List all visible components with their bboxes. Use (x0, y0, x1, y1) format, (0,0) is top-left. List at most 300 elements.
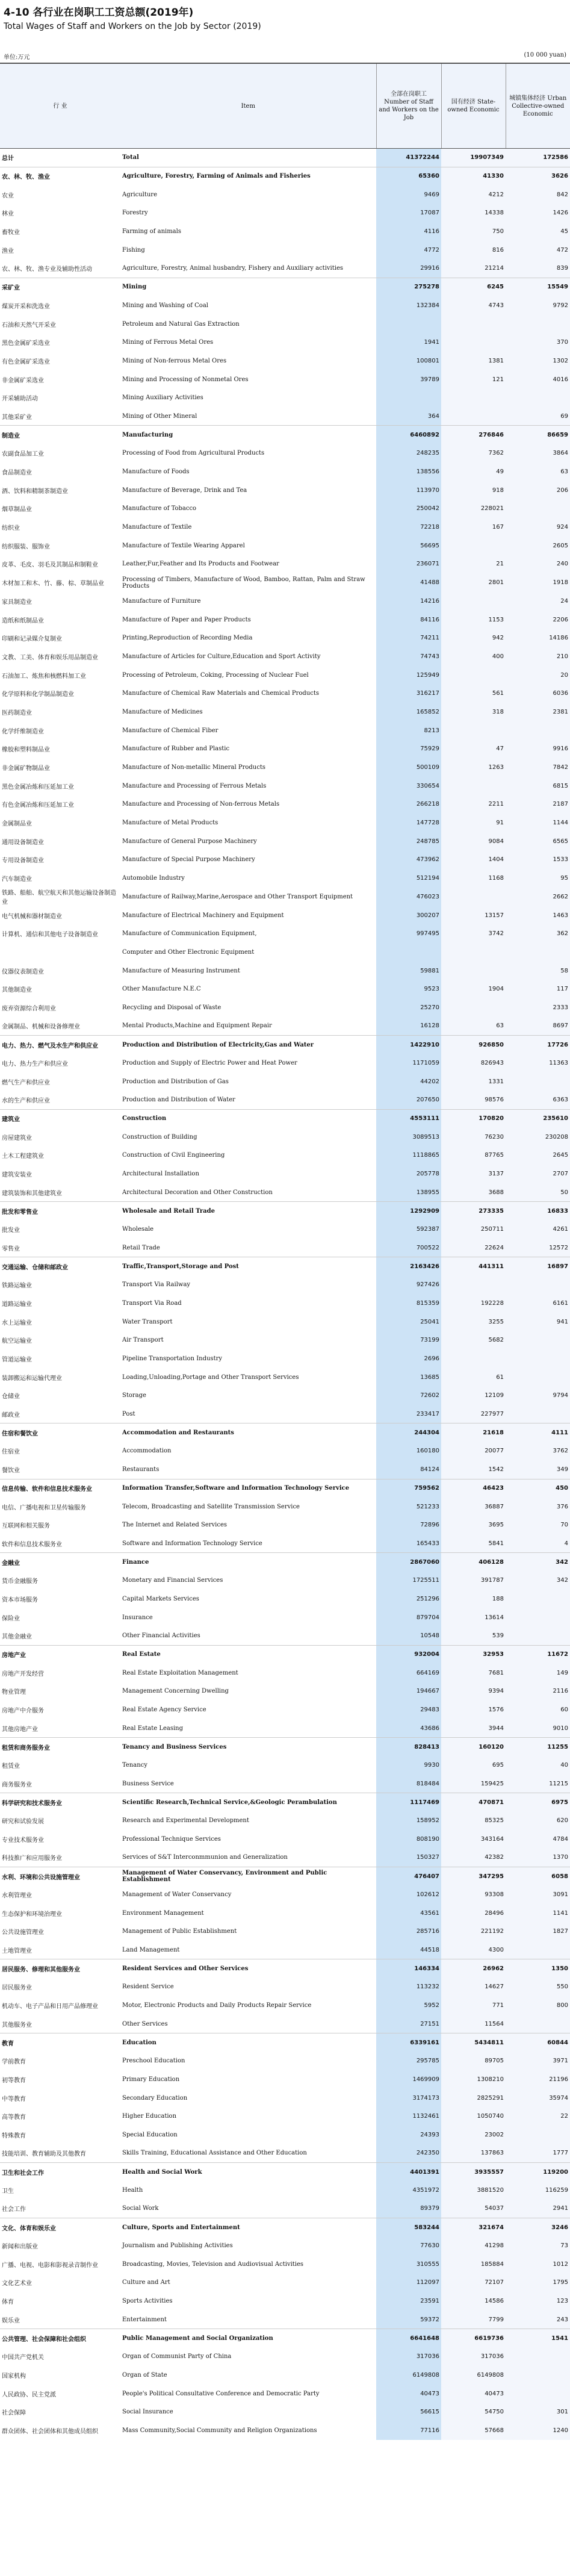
row-label-cn: 初等教育 (2, 2077, 26, 2084)
row-label-en: Mining (122, 284, 147, 291)
table-row (0, 2255, 570, 2274)
value-total: 56695 (376, 537, 441, 555)
row-label-cn: 非金属矿采选业 (2, 377, 44, 384)
value-collective: 4784 (506, 1830, 570, 1849)
value-collective: 8697 (506, 1017, 570, 1036)
value-state-owned: 6149808 (441, 2366, 506, 2385)
value-total: 25041 (376, 1313, 441, 1331)
value-state-owned: 185884 (441, 2255, 506, 2274)
value-collective: 3864 (506, 444, 570, 463)
table-row (0, 980, 570, 998)
value-state-owned: 89705 (441, 2052, 506, 2070)
row-label-cn: 道路运输业 (2, 1301, 32, 1308)
table-row (0, 1349, 570, 1368)
unit-label-en: (10 000 yuan) (524, 52, 566, 58)
row-label-cn: 土木工程建筑业 (2, 1153, 44, 1160)
section-row (0, 1867, 570, 1885)
table-row (0, 1608, 570, 1627)
table-row (0, 647, 570, 666)
value-collective: 17726 (506, 1036, 570, 1054)
value-state-owned: 7799 (441, 2310, 506, 2329)
table-row (0, 2144, 570, 2163)
value-state-owned: 2211 (441, 795, 506, 814)
value-total (376, 388, 441, 407)
row-label-en: Manufacture of Textile (122, 524, 192, 531)
row-label-en: Processing of Food from Agricultural Products (122, 450, 265, 457)
value-total: 4553111 (376, 1109, 441, 1128)
row-label-cn: 文化艺术业 (2, 2280, 32, 2288)
table-row (0, 611, 570, 629)
value-total: 77116 (376, 2421, 441, 2440)
value-state-owned: 1381 (441, 352, 506, 370)
value-total: 1725511 (376, 1571, 441, 1590)
value-total: 4116 (376, 222, 441, 241)
row-label-en: Manufacture of Beverage, Drink and Tea (122, 487, 247, 494)
value-collective: 11255 (506, 1738, 570, 1756)
value-collective (506, 1331, 570, 1350)
value-total: 5952 (376, 1996, 441, 2015)
value-collective: 24 (506, 592, 570, 611)
value-state-owned: 9084 (441, 832, 506, 851)
value-total: 146334 (376, 1959, 441, 1978)
row-label-en: Construction of Building (122, 1133, 197, 1140)
table-row (0, 740, 570, 759)
value-state-owned: 816 (441, 241, 506, 260)
row-label-cn: 房地产业 (2, 1652, 26, 1660)
row-label-cn: 水利管理业 (2, 1892, 32, 1899)
table-row (0, 1978, 570, 1997)
table-row (0, 1941, 570, 1959)
row-label-cn: 邮政业 (2, 1411, 20, 1419)
value-total: 2696 (376, 1349, 441, 1368)
value-collective: 362 (506, 924, 570, 943)
value-total: 44202 (376, 1072, 441, 1091)
table-row (0, 1830, 570, 1849)
value-collective: 7842 (506, 758, 570, 777)
value-total: 73199 (376, 1331, 441, 1350)
value-collective: 86659 (506, 426, 570, 444)
row-label-en: Manufacture of Railway,Marine,Aerospace and Other Transport Equipment (122, 893, 353, 900)
table-row (0, 1498, 570, 1516)
value-state-owned: 391787 (441, 1571, 506, 1590)
row-label-en: Agriculture, Forestry, Farming of Animals and Fisheries (122, 173, 311, 180)
row-label-cn: 农、林、牧、渔专业及辅助性活动 (2, 266, 92, 273)
row-label-en: Manufacture and Processing of Non-ferrous Metals (122, 801, 280, 808)
value-collective: 4016 (506, 370, 570, 389)
row-label-en: Manufacture of Metal Products (122, 820, 218, 827)
value-state-owned: 750 (441, 222, 506, 241)
row-label-cn: 水的生产和供应业 (2, 1098, 50, 1105)
value-state-owned: 3944 (441, 1719, 506, 1738)
value-collective: 1918 (506, 573, 570, 592)
value-collective: 1463 (506, 906, 570, 925)
row-label-cn: 仪器仪表制造业 (2, 968, 44, 975)
row-label-en: Mining of Ferrous Metal Ores (122, 339, 214, 346)
row-label-cn: 畜牧业 (2, 229, 20, 237)
value-state-owned: 7681 (441, 1664, 506, 1682)
value-total: 300207 (376, 906, 441, 925)
row-label-en: Manufacture of Chemical Fiber (122, 727, 218, 734)
section-row (0, 278, 570, 296)
value-total: 112097 (376, 2274, 441, 2292)
row-label-en: Production and Supply of Electric Power and Heat Power (122, 1060, 297, 1067)
row-label-cn: 有色金属冶炼和压延加工业 (2, 802, 74, 809)
table-row (0, 2070, 570, 2089)
row-label-cn: 金融业 (2, 1560, 20, 1567)
row-label-en: Manufacture of Communication Equipment, (122, 930, 257, 938)
row-label-cn: 租赁业 (2, 1763, 20, 1770)
value-collective: 60844 (506, 2033, 570, 2052)
value-collective: 1240 (506, 2421, 570, 2440)
value-total: 285716 (376, 1923, 441, 1941)
row-label-en: Restaurants (122, 1466, 160, 1473)
row-label-en: Preschool Education (122, 2058, 185, 2065)
row-label-en: Loading,Unloading,Portage and Other Transport Services (122, 1374, 299, 1381)
value-total: 1118865 (376, 1146, 441, 1165)
value-state-owned: 5434811 (441, 2033, 506, 2052)
value-collective: 4 (506, 1534, 570, 1553)
row-label-en: Manufacture of Articles for Culture,Education and Sport Activity (122, 653, 321, 660)
table-row (0, 962, 570, 980)
row-label-en: Skills Training, Educational Assistance and Other Education (122, 2150, 307, 2157)
value-total: 39789 (376, 370, 441, 389)
table-row (0, 2052, 570, 2070)
value-state-owned: 98576 (441, 1091, 506, 1110)
table-row (0, 1091, 570, 1110)
value-state-owned: 347295 (441, 1867, 506, 1885)
value-collective: 95 (506, 869, 570, 888)
row-label-en: Wholesale and Retail Trade (122, 1207, 215, 1215)
table-row (0, 998, 570, 1017)
value-total: 65360 (376, 167, 441, 185)
value-total: 29483 (376, 1700, 441, 1719)
row-label-en: Special Education (122, 2131, 178, 2138)
value-collective: 9794 (506, 1387, 570, 1405)
value-state-owned (441, 962, 506, 980)
section-row (0, 1109, 570, 1128)
row-label-en: Management Concerning Dwelling (122, 1688, 229, 1695)
value-total: 1422910 (376, 1036, 441, 1054)
row-label-en: Manufacture of Paper and Paper Products (122, 616, 251, 623)
value-total: 317036 (376, 2347, 441, 2366)
table-row (0, 462, 570, 481)
value-total: 23591 (376, 2292, 441, 2310)
table-row (0, 444, 570, 463)
value-collective: 550 (506, 1978, 570, 1997)
value-total (376, 943, 441, 962)
row-label-en: Real Estate Exploitation Management (122, 1669, 238, 1676)
table-title-cn: 4-10 各行业在岗职工工资总额(2019年) (4, 7, 194, 19)
value-collective: 370 (506, 333, 570, 352)
value-collective: 1370 (506, 1849, 570, 1867)
value-total: 113970 (376, 481, 441, 500)
page-header (0, 0, 570, 61)
value-state-owned (441, 888, 506, 906)
row-label-en: Other Services (122, 2020, 168, 2027)
row-label-en: Culture and Art (122, 2279, 170, 2286)
section-row (0, 1553, 570, 1572)
table-row (0, 1183, 570, 1202)
row-label-en: Processing of Petroleum, Coking, Processing of Nuclear Fuel (122, 671, 309, 679)
row-label-cn: 资本市场服务 (2, 1596, 38, 1604)
value-state-owned: 4743 (441, 296, 506, 315)
value-total: 100801 (376, 352, 441, 370)
value-state-owned: 41330 (441, 167, 506, 185)
row-label-en: Organ of State (122, 2371, 167, 2378)
value-total: 248785 (376, 832, 441, 851)
value-total: 56615 (376, 2403, 441, 2421)
value-total: 364 (376, 407, 441, 426)
value-state-owned (441, 998, 506, 1017)
value-state-owned: 3255 (441, 1313, 506, 1331)
table-row (0, 388, 570, 407)
value-state-owned: 13614 (441, 1608, 506, 1627)
value-state-owned: 121 (441, 370, 506, 389)
value-state-owned: 26962 (441, 1959, 506, 1978)
row-label-en: Mass Community,Social Community and Religion Organizations (122, 2427, 317, 2434)
value-collective: 1426 (506, 204, 570, 223)
row-label-en: Manufacture of Tobacco (122, 505, 197, 512)
value-collective: 58 (506, 962, 570, 980)
section-row (0, 1738, 570, 1756)
row-label-en: Construction of Civil Engineering (122, 1152, 225, 1159)
row-label-en: Storage (122, 1392, 146, 1399)
row-label-cn: 其他金融业 (2, 1634, 32, 1641)
value-total: 13685 (376, 1368, 441, 1387)
value-total: 250042 (376, 500, 441, 518)
row-label-en: Tenancy and Business Services (122, 1743, 227, 1750)
row-label-cn: 软件和信息技术服务业 (2, 1541, 62, 1548)
value-collective: 35974 (506, 2089, 570, 2108)
value-collective: 3246 (506, 2218, 570, 2237)
value-collective: 11363 (506, 1054, 570, 1072)
table-row (0, 703, 570, 721)
value-collective: 6975 (506, 1793, 570, 1812)
row-label-en: Environment Management (122, 1909, 204, 1917)
value-total: 41488 (376, 573, 441, 592)
value-collective: 450 (506, 1479, 570, 1498)
value-total: 592387 (376, 1220, 441, 1239)
row-label-en: Mining and Processing of Nonmetal Ores (122, 376, 249, 383)
row-label-cn: 物业管理 (2, 1689, 26, 1696)
row-label-en: The Internet and Related Services (122, 1522, 228, 1529)
table-row (0, 315, 570, 334)
value-state-owned: 93308 (441, 1885, 506, 1904)
header-sector-en: Item (120, 63, 376, 149)
table-row (0, 500, 570, 518)
value-collective: 230208 (506, 1128, 570, 1146)
header-collective: 城镇集体经济 Urban Collective-owned Economic (506, 63, 570, 149)
row-label-cn: 林业 (2, 211, 14, 218)
value-state-owned: 3695 (441, 1516, 506, 1534)
table-row (0, 2347, 570, 2366)
section-row (0, 1423, 570, 1442)
value-total: 74211 (376, 629, 441, 647)
table-row (0, 1775, 570, 1793)
value-collective: 14186 (506, 629, 570, 647)
row-label-cn: 国家机构 (2, 2372, 26, 2380)
value-total: 6641648 (376, 2329, 441, 2348)
table-row (0, 1294, 570, 1313)
table-row (0, 1368, 570, 1387)
value-total: 84124 (376, 1460, 441, 1479)
value-state-owned (441, 407, 506, 426)
value-collective: 12572 (506, 1239, 570, 1257)
value-state-owned: 63 (441, 1017, 506, 1036)
value-state-owned: 926850 (441, 1036, 506, 1054)
row-label-en: Entertainment (122, 2316, 167, 2323)
row-label-cn: 住宿和餐饮业 (2, 1431, 38, 1438)
value-collective: 620 (506, 1811, 570, 1830)
table-row (0, 592, 570, 611)
value-collective: 70 (506, 1516, 570, 1534)
row-label-en: Education (122, 2039, 156, 2046)
table-row (0, 2089, 570, 2108)
value-state-owned: 21618 (441, 1423, 506, 1442)
value-total: 664169 (376, 1664, 441, 1682)
value-state-owned: 1050740 (441, 2107, 506, 2126)
table-row (0, 1331, 570, 1350)
value-state-owned: 19907349 (441, 149, 506, 167)
value-total: 6149808 (376, 2366, 441, 2385)
value-total: 147728 (376, 814, 441, 832)
value-total: 310555 (376, 2255, 441, 2274)
value-collective: 6036 (506, 684, 570, 703)
table-row (0, 1442, 570, 1461)
row-label-cn: 住宿业 (2, 1449, 20, 1456)
value-total: 759562 (376, 1479, 441, 1498)
table-row (0, 2181, 570, 2200)
row-label-cn: 农、林、牧、渔业 (2, 174, 50, 181)
value-collective (506, 500, 570, 518)
value-total: 43561 (376, 1904, 441, 1923)
value-collective: 2941 (506, 2200, 570, 2218)
value-state-owned: 7362 (441, 444, 506, 463)
value-total: 16128 (376, 1017, 441, 1036)
value-collective: 941 (506, 1313, 570, 1331)
value-collective (506, 388, 570, 407)
value-total: 275278 (376, 278, 441, 296)
table-row (0, 814, 570, 832)
value-state-owned: 318 (441, 703, 506, 721)
value-collective: 9792 (506, 296, 570, 315)
row-label-en: Research and Experimental Development (122, 1817, 249, 1825)
table-row (0, 573, 570, 592)
value-collective: 6363 (506, 1091, 570, 1110)
row-label-en: Leather,Fur,Feather and Its Products and Footwear (122, 561, 279, 568)
value-total: 233417 (376, 1405, 441, 1423)
value-collective (506, 2347, 570, 2366)
table-row (0, 2385, 570, 2403)
value-collective: 63 (506, 462, 570, 481)
section-row (0, 2218, 570, 2237)
table-row (0, 1054, 570, 1072)
value-state-owned: 1168 (441, 869, 506, 888)
row-label-cn: 石油和天然气开采业 (2, 322, 56, 329)
value-collective: 2187 (506, 795, 570, 814)
row-label-cn: 中国共产党机关 (2, 2354, 44, 2362)
table-row (0, 758, 570, 777)
value-state-owned: 942 (441, 629, 506, 647)
value-state-owned: 12109 (441, 1387, 506, 1405)
value-collective: 376 (506, 1498, 570, 1516)
value-collective: 172586 (506, 149, 570, 167)
value-total: 9469 (376, 185, 441, 204)
value-state-owned: 539 (441, 1627, 506, 1646)
table-row (0, 518, 570, 537)
table-row (0, 1405, 570, 1423)
table-row (0, 1534, 570, 1553)
row-label-cn: 航空运输业 (2, 1338, 32, 1345)
table-row (0, 1072, 570, 1091)
value-total: 14216 (376, 592, 441, 611)
table-row (0, 2236, 570, 2255)
value-collective: 119200 (506, 2162, 570, 2181)
value-total: 194667 (376, 1682, 441, 1701)
row-label-cn: 橡胶和塑料制品业 (2, 747, 50, 754)
table-row (0, 1220, 570, 1239)
value-total: 330654 (376, 777, 441, 795)
row-label-cn: 造纸和纸制品业 (2, 617, 44, 624)
value-state-owned: 1331 (441, 1072, 506, 1091)
row-label-cn: 技能培训、教育辅助及其他教育 (2, 2151, 86, 2158)
row-label-cn: 零售业 (2, 1245, 20, 1252)
value-total: 583244 (376, 2218, 441, 2237)
value-total: 4772 (376, 241, 441, 260)
value-collective: 1795 (506, 2274, 570, 2292)
row-label-cn: 人民政协、民主党派 (2, 2391, 56, 2398)
value-collective: 11672 (506, 1645, 570, 1664)
value-total: 6339161 (376, 2033, 441, 2052)
table-row (0, 1146, 570, 1165)
value-state-owned: 46423 (441, 1479, 506, 1498)
row-label-cn: 烟草制品业 (2, 506, 32, 514)
row-label-cn: 保险业 (2, 1615, 20, 1622)
value-state-owned: 918 (441, 481, 506, 500)
row-label-cn: 渔业 (2, 247, 14, 255)
value-state-owned: 321674 (441, 2218, 506, 2237)
value-collective: 9916 (506, 740, 570, 759)
row-label-cn: 专用设备制造业 (2, 857, 44, 865)
value-state-owned: 221192 (441, 1923, 506, 1941)
row-label-cn: 金属制品业 (2, 821, 32, 828)
row-label-cn: 建筑安装业 (2, 1172, 32, 1179)
row-label-cn: 社会保障 (2, 2410, 26, 2417)
row-label-en: Fishing (122, 246, 145, 254)
value-collective: 15549 (506, 278, 570, 296)
row-label-en: Agriculture, Forestry, Animal husbandry, Fishery and Auxiliary activities (122, 265, 344, 272)
value-collective: 16833 (506, 1202, 570, 1221)
value-collective: 842 (506, 185, 570, 204)
table-row (0, 1239, 570, 1257)
row-label-en: Automobile Industry (122, 875, 185, 882)
value-total: 1132461 (376, 2107, 441, 2126)
row-label-en: Architectural Decoration and Other Construction (122, 1189, 273, 1196)
table-row (0, 1682, 570, 1701)
value-state-owned: 1153 (441, 611, 506, 629)
table-row (0, 1313, 570, 1331)
value-total: 41372244 (376, 149, 441, 167)
value-state-owned: 91 (441, 814, 506, 832)
value-total: 72218 (376, 518, 441, 537)
value-collective: 6058 (506, 1867, 570, 1885)
section-row (0, 1036, 570, 1054)
table-body (0, 149, 570, 2440)
value-state-owned: 400 (441, 647, 506, 666)
value-state-owned: 273335 (441, 1202, 506, 1221)
row-label-cn: 黑色金属冶炼和压延加工业 (2, 783, 74, 791)
row-label-cn: 群众团体、社会团体和其他成员组织 (2, 2428, 98, 2435)
